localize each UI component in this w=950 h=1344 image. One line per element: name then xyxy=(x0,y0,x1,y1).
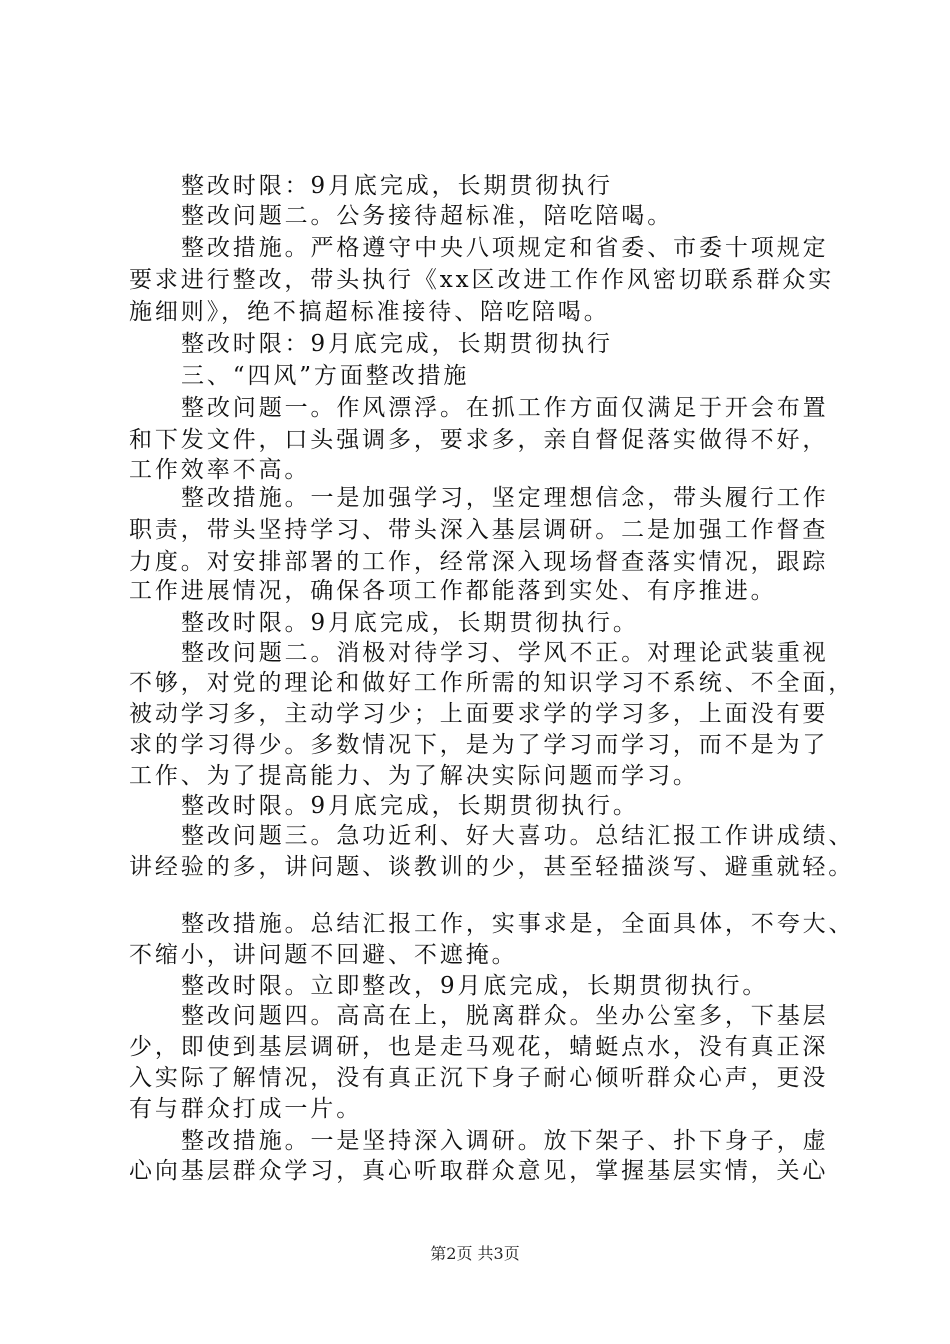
text-line: 整改问题二。公务接待超标准，陪吃陪喝。 xyxy=(181,203,674,229)
text-line: 不够，对党的理论和做好工作所需的知识学习不系统、不全面， xyxy=(129,670,855,696)
text-line: 整改时限。9月底完成，长期贯彻执行。 xyxy=(181,610,639,636)
text-line: 被动学习多，主动学习少；上面要求学的学习多，上面没有要 xyxy=(129,701,829,727)
text-line: 讲经验的多，讲问题、谈教训的少，甚至轻描淡写、避重就轻。 xyxy=(129,854,855,880)
text-line: 整改时限。9月底完成，长期贯彻执行。 xyxy=(181,793,639,819)
text-line: 要求进行整改，带头执行《xx区改进工作作风密切联系群众实 xyxy=(129,267,835,293)
text-line: 整改时限。立即整改，9月底完成，长期贯彻执行。 xyxy=(181,973,769,999)
text-line: 心向基层群众学习，真心听取群众意见，掌握基层实情，关心 xyxy=(129,1158,829,1184)
text-line: 整改措施。一是加强学习，坚定理想信念，带头履行工作 xyxy=(181,485,829,511)
text-line: 工作效率不高。 xyxy=(129,457,311,483)
text-line: 和下发文件，口头强调多，要求多，亲自督促落实做得不好， xyxy=(129,427,829,453)
page-number: 第2页 共3页 xyxy=(430,1244,520,1263)
text-line: 力度。对安排部署的工作，经常深入现场督查落实情况，跟踪 xyxy=(129,549,829,575)
text-line: 整改措施。严格遵守中央八项规定和省委、市委十项规定 xyxy=(181,235,829,261)
text-line: 整改问题一。作风漂浮。在抓工作方面仅满足于开会布置 xyxy=(181,395,829,421)
text-line: 有与群众打成一片。 xyxy=(129,1096,363,1122)
text-line: 整改时限：9月底完成，长期贯彻执行 xyxy=(181,173,613,199)
text-line: 少，即使到基层调研，也是走马观花，蜻蜓点水，没有真正深 xyxy=(129,1034,829,1060)
text-line: 整改问题三。急功近利、好大喜功。总结汇报工作讲成绩、 xyxy=(181,823,855,849)
text-line: 整改时限：9月底完成，长期贯彻执行 xyxy=(181,331,613,357)
text-line: 整改问题二。消极对待学习、学风不正。对理论武装重视 xyxy=(181,640,829,666)
text-line: 整改措施。一是坚持深入调研。放下架子、扑下身子，虚 xyxy=(181,1128,829,1154)
text-line: 施细则》，绝不搞超标准接待、陪吃陪喝。 xyxy=(129,299,610,325)
text-line: 职责，带头坚持学习、带头深入基层调研。二是加强工作督查 xyxy=(129,517,829,543)
text-line: 求的学习得少。多数情况下，是为了学习而学习，而不是为了 xyxy=(129,732,829,758)
section-heading: 三、“四风”方面整改措施 xyxy=(181,363,470,389)
text-line: 整改问题四。高高在上，脱离群众。坐办公室多，下基层 xyxy=(181,1003,829,1029)
text-line: 整改措施。总结汇报工作，实事求是，全面具体，不夸大、 xyxy=(181,911,855,937)
text-line: 工作、为了提高能力、为了解决实际问题而学习。 xyxy=(129,763,699,789)
text-line: 工作进展情况，确保各项工作都能落到实处、有序推进。 xyxy=(129,578,777,604)
text-line: 不缩小，讲问题不回避、不遮掩。 xyxy=(129,942,518,968)
text-line: 入实际了解情况，没有真正沉下身子耐心倾听群众心声，更没 xyxy=(129,1065,829,1091)
